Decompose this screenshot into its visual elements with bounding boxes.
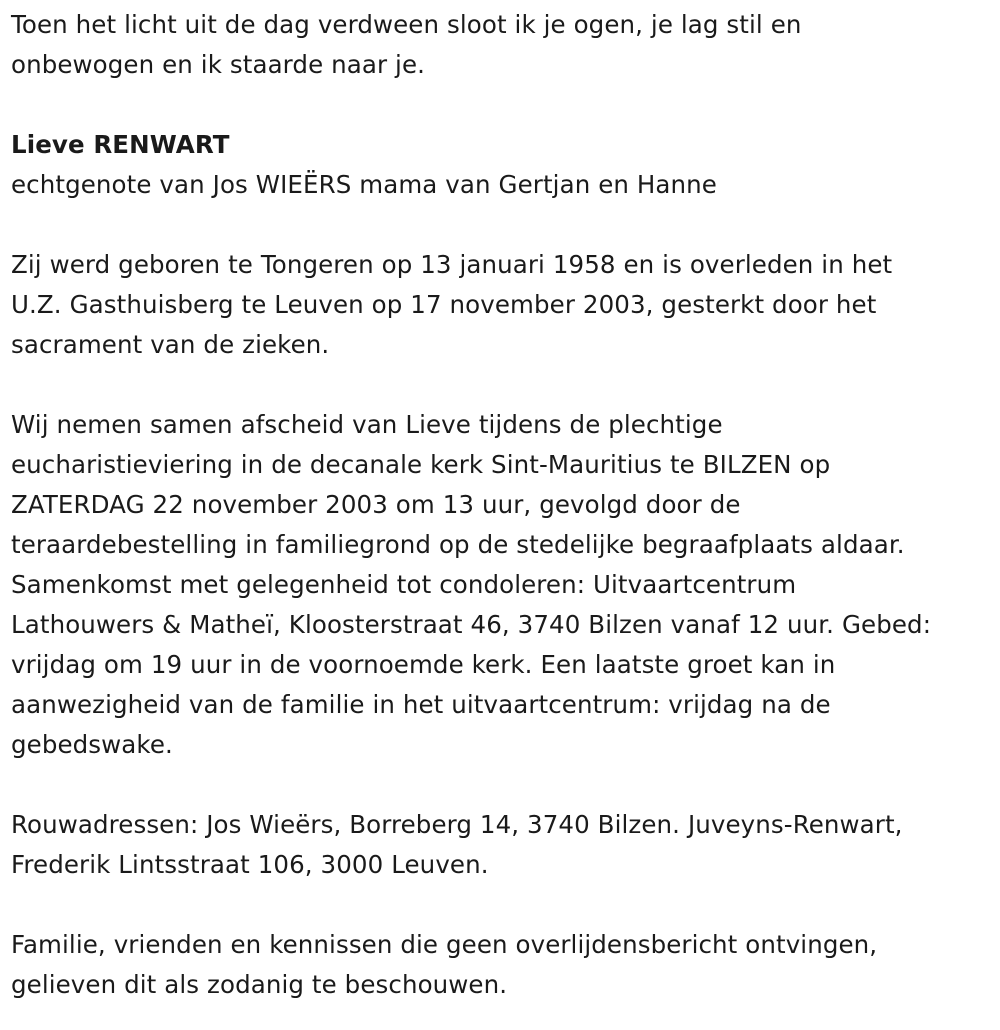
spacer (11, 765, 996, 805)
relations-line: echtgenote van Jos WIEËRS mama van Gertjan en Hanne (11, 170, 717, 199)
funeral-line: aanwezigheid van de familie in het uitvaartcentrum: vrijdag na de (11, 690, 831, 719)
funeral-line: ZATERDAG 22 november 2003 om 13 uur, gevolgd door de (11, 490, 741, 519)
birth-death-paragraph (11, 245, 996, 365)
funeral-line: vrijdag om 19 uur in de voornoemde kerk. Een laatste groet kan in (11, 650, 836, 679)
spacer (11, 365, 996, 405)
spacer (11, 85, 996, 125)
funeral-line: Samenkomst met gelegenheid tot condoleren: Uitvaartcentrum (11, 570, 797, 599)
funeral-line: Wij nemen samen afscheid van Lieve tijdens de plechtige (11, 410, 723, 439)
closing-line: Familie, vrienden en kennissen die geen overlijdensbericht ontvingen, (11, 930, 878, 959)
poem-line: Toen het licht uit de dag verdween sloot ik je ogen, je lag stil en (11, 10, 802, 39)
addresses-line: Rouwadressen: Jos Wieërs, Borreberg 14, 3740 Bilzen. Juveyns-Renwart, (11, 810, 903, 839)
funeral-line: teraardebestelling in familiegrond op de stedelijke begraafplaats aldaar. (11, 530, 905, 559)
deceased-name (11, 125, 996, 165)
closing-line: gelieven dit als zodanig te beschouwen. (11, 970, 508, 999)
relations-paragraph (11, 165, 996, 205)
funeral-line: eucharistieviering in de decanale kerk Sint-Mauritius te BILZEN op (11, 450, 831, 479)
spacer (11, 885, 996, 925)
funeral-line: gebedswake. (11, 730, 173, 759)
spacer (11, 205, 996, 245)
funeral-paragraph (11, 405, 996, 765)
poem-line: onbewogen en ik staarde naar je. (11, 50, 426, 79)
birth-death-line: Zij werd geboren te Tongeren op 13 januari 1958 en is overleden in het (11, 250, 893, 279)
birth-death-line: sacrament van de zieken. (11, 330, 330, 359)
deceased-name-text: Lieve RENWART (11, 130, 230, 159)
death-notice (11, 5, 996, 1005)
addresses-line: Frederik Lintsstraat 106, 3000 Leuven. (11, 850, 489, 879)
funeral-line: Lathouwers & Matheï, Kloosterstraat 46, 3740 Bilzen vanaf 12 uur. Gebed: (11, 610, 932, 639)
birth-death-line: U.Z. Gasthuisberg te Leuven op 17 november 2003, gesterkt door het (11, 290, 877, 319)
addresses-paragraph (11, 805, 996, 885)
poem-paragraph (11, 5, 996, 85)
closing-paragraph (11, 925, 996, 1005)
